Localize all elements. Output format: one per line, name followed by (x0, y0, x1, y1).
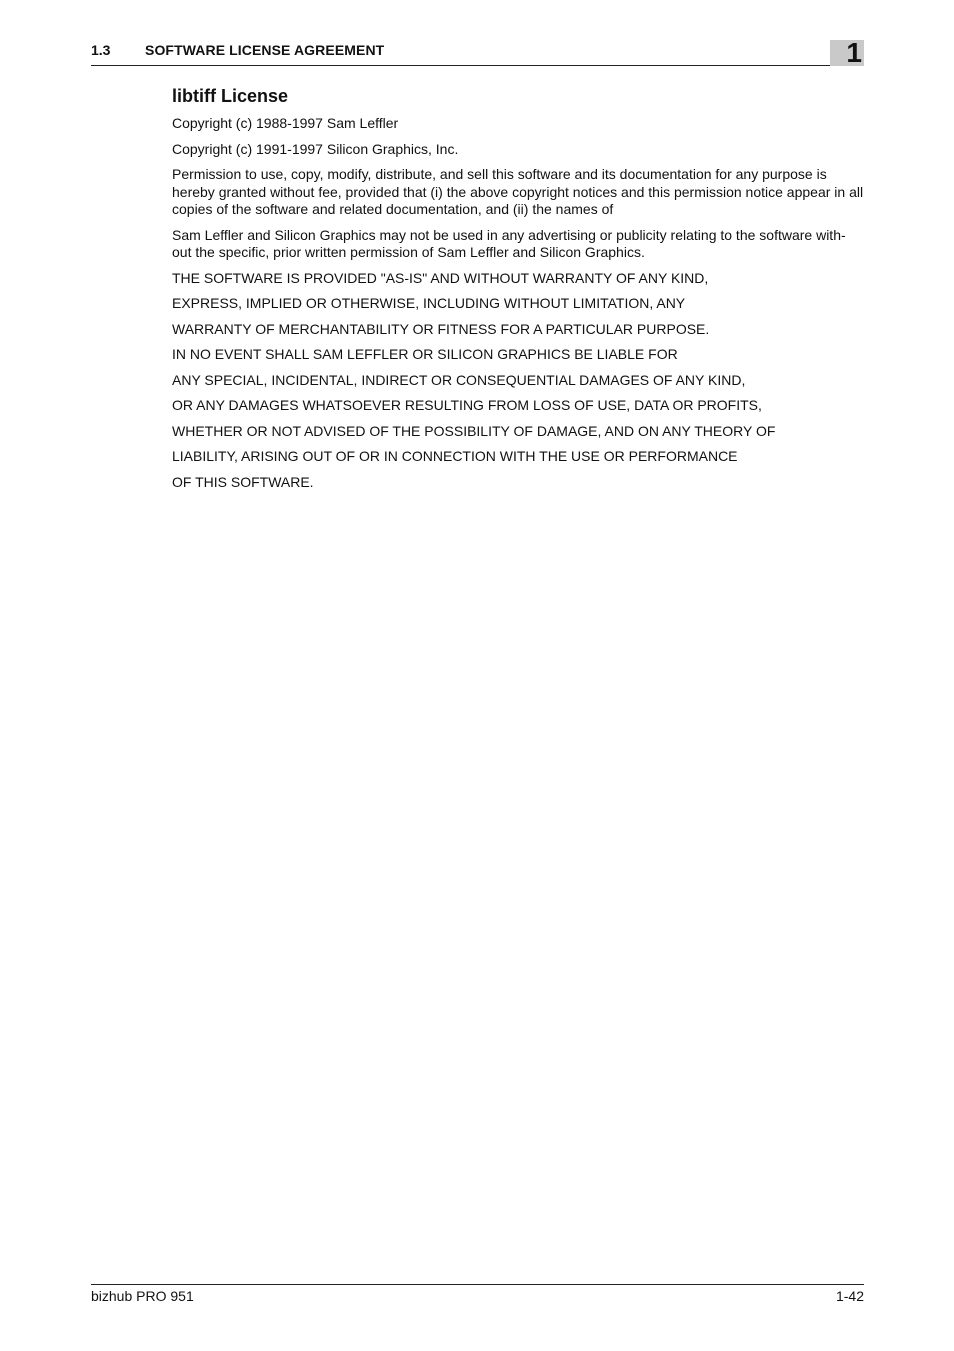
license-paragraph: Copyright (c) 1991-1997 Silicon Graphics, Inc. (172, 140, 459, 157)
main-content (172, 85, 864, 499)
license-paragraph: WHETHER OR NOT ADVISED OF THE POSSIBILITY OF DAMAGE, AND ON ANY THEORY OF (172, 422, 776, 439)
license-paragraph: WARRANTY OF MERCHANTABILITY OR FITNESS FOR A PARTICULAR PURPOSE. (172, 320, 710, 337)
license-paragraph: OR ANY DAMAGES WHATSOEVER RESULTING FROM LOSS OF USE, DATA OR PROFITS, (172, 397, 762, 413)
license-paragraph: OF THIS SOFTWARE. (172, 473, 314, 490)
license-paragraph: Sam Leffler and Silicon Graphics may not be used in any advertising or publicity relating to the software with-out the specific, prior written permission of Sam Leffler and Silicon Graphics. (172, 226, 846, 260)
section-title: SOFTWARE LICENSE AGREEMENT (145, 42, 385, 58)
chapter-tab (830, 37, 864, 68)
license-paragraph: EXPRESS, IMPLIED OR OTHERWISE, INCLUDING WITHOUT LIMITATION, ANY (172, 295, 686, 311)
license-paragraph: THE SOFTWARE IS PROVIDED "AS-IS" AND WITHOUT WARRANTY OF ANY KIND, (172, 269, 709, 286)
license-paragraph: Permission to use, copy, modify, distribute, and sell this software and its documentation for any purpose is hereby granted without fee, provided that (i) the above copyright notices and this permission notice appear in all copies of the software and related documentation, and (ii) the names of (172, 166, 864, 217)
license-paragraph: LIABILITY, ARISING OUT OF OR IN CONNECTION WITH THE USE OR PERFORMANCE (172, 448, 738, 464)
license-paragraph: IN NO EVENT SHALL SAM LEFFLER OR SILICON GRAPHICS BE LIABLE FOR (172, 346, 678, 362)
section-number: 1.3 (91, 42, 111, 58)
page-number: 1-42 (835, 1288, 864, 1304)
license-paragraph: ANY SPECIAL, INCIDENTAL, INDIRECT OR CONSEQUENTIAL DAMAGES OF ANY KIND, (172, 371, 746, 388)
page-title: libtiff License (172, 86, 289, 106)
chapter-number: 1 (846, 37, 862, 68)
product-name: bizhub PRO 951 (91, 1288, 194, 1304)
page-footer (91, 1284, 864, 1308)
license-paragraph: Copyright (c) 1988-1997 Sam Leffler (172, 115, 399, 131)
page-header (91, 38, 864, 66)
